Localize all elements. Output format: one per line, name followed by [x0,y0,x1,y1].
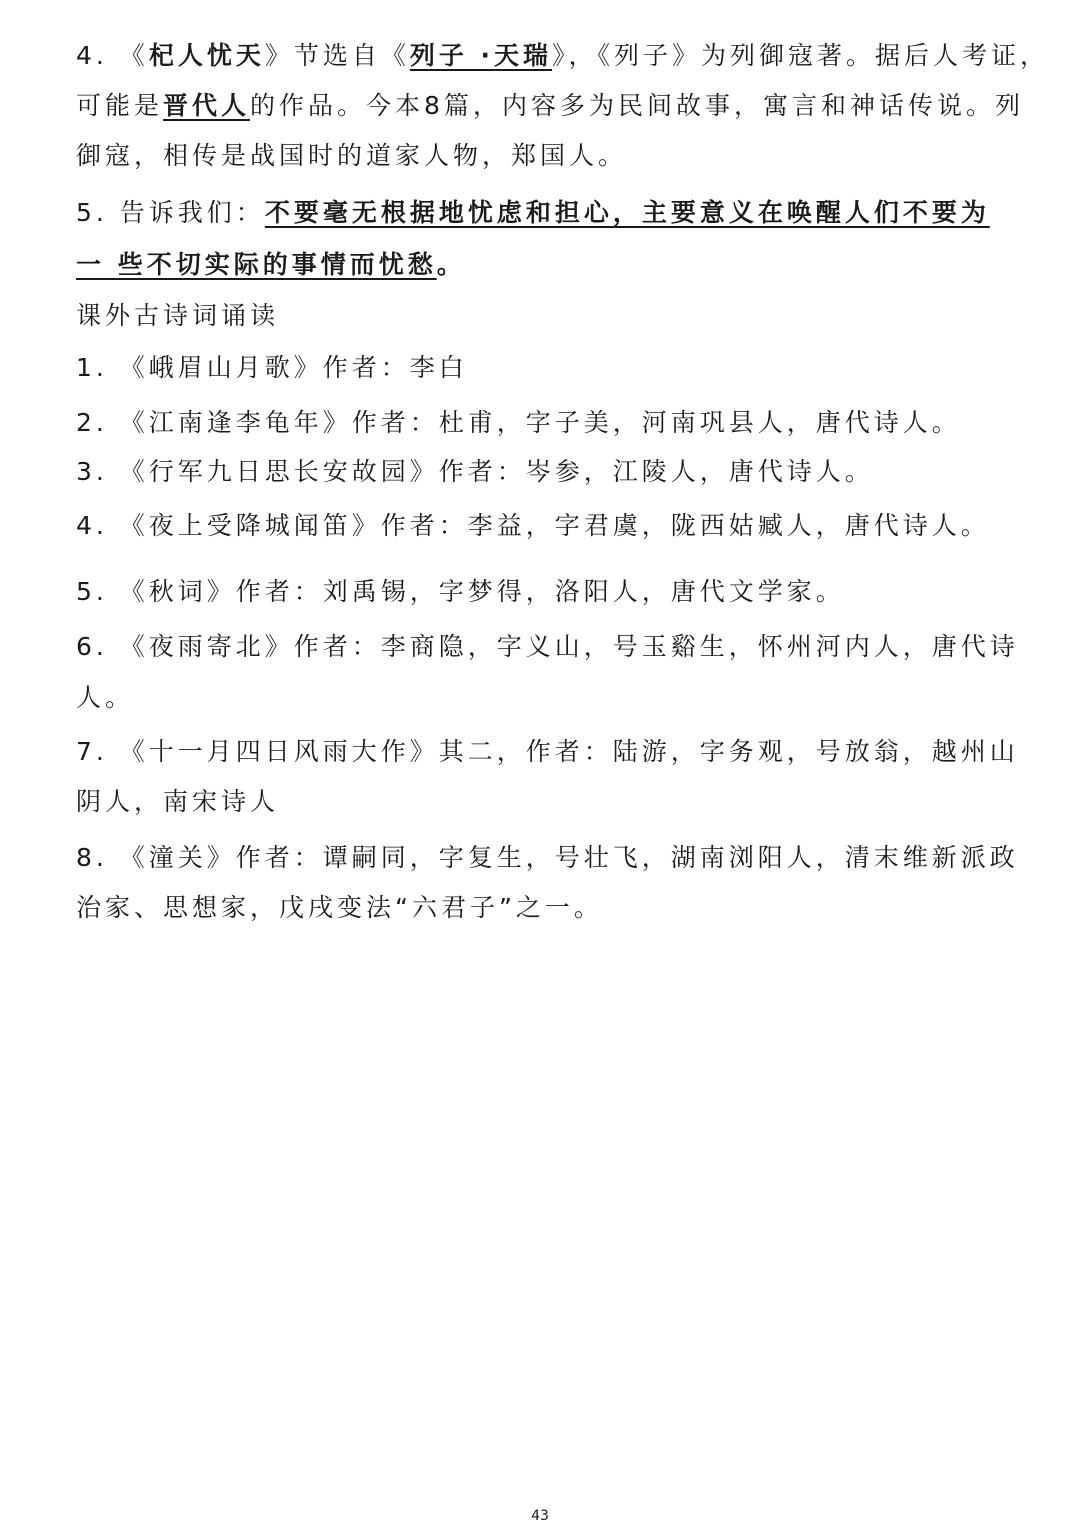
poem-item-3: 3. 《行军九日思长安故园》作者：岑参，江陵人，唐代诗人。 [76,457,874,486]
poems-heading: 课外古诗词诵读 [76,301,280,330]
bold-title: 杞人忧天 [148,41,265,70]
poem-item-6-line-2: 人。 [76,683,135,712]
underlined-source: 列子 ·天瑞 [409,41,553,70]
underlined-meaning: 不要毫无根据地忧虑和担心，主要意义在唤醒人们不要为 [264,198,990,227]
text: 4. 《 [76,41,149,70]
underlined-meaning-cont: 一 些不切实际的事情而忧愁 [76,250,437,279]
underlined-era: 晋代人 [163,91,251,120]
text: 》节选自《 [264,41,410,70]
liezi-line-1 [76,38,1050,74]
text: 的作品。今本8篇，内容多为民间故事，寓言和神话传说。列 [250,91,1024,120]
poem-item-8-line-2: 治家、思想家，戊戌变法“六君子”之一。 [76,893,603,922]
meaning-line-2 [76,247,1016,283]
poem-item-8-line-1: 8. 《潼关》作者：谭嗣同，字复生，号壮飞，湖南浏阳人，清末维新派政 [76,843,1019,872]
poem-item-7-line-2: 阴人，南宋诗人 [76,787,280,816]
page-number: 43 [531,1508,549,1524]
poem-item-7-line-1: 7. 《十一月四日风雨大作》其二，作者：陆游，字务观，号放翁，越州山 [76,737,1019,766]
liezi-line-3: 御寇，相传是战国时的道家人物，郑国人。 [76,141,628,170]
text: 。 [436,250,466,279]
poem-item-5: 5. 《秋词》作者：刘禹锡，字梦得，洛阳人，唐代文学家。 [76,577,845,606]
poem-item-4: 4. 《夜上受降城闻笛》作者：李益，字君虞，陇西姑臧人，唐代诗人。 [76,511,990,540]
poem-item-2: 2. 《江南逢李龟年》作者：杜甫，字子美，河南巩县人，唐代诗人。 [76,408,961,437]
poem-item-6-line-1: 6. 《夜雨寄北》作者：李商隐，字义山，号玉谿生，怀州河内人，唐代诗 [76,632,1019,661]
liezi-line-2 [76,88,1024,124]
poem-item-1: 1. 《峨眉山月歌》作者：李白 [76,353,468,382]
text: 》，《列子》为列御寇著。据后人考证， [552,41,1050,70]
text: 可能是 [76,91,164,120]
meaning-line-1 [76,195,1016,231]
text: 5. 告诉我们： [76,198,265,227]
